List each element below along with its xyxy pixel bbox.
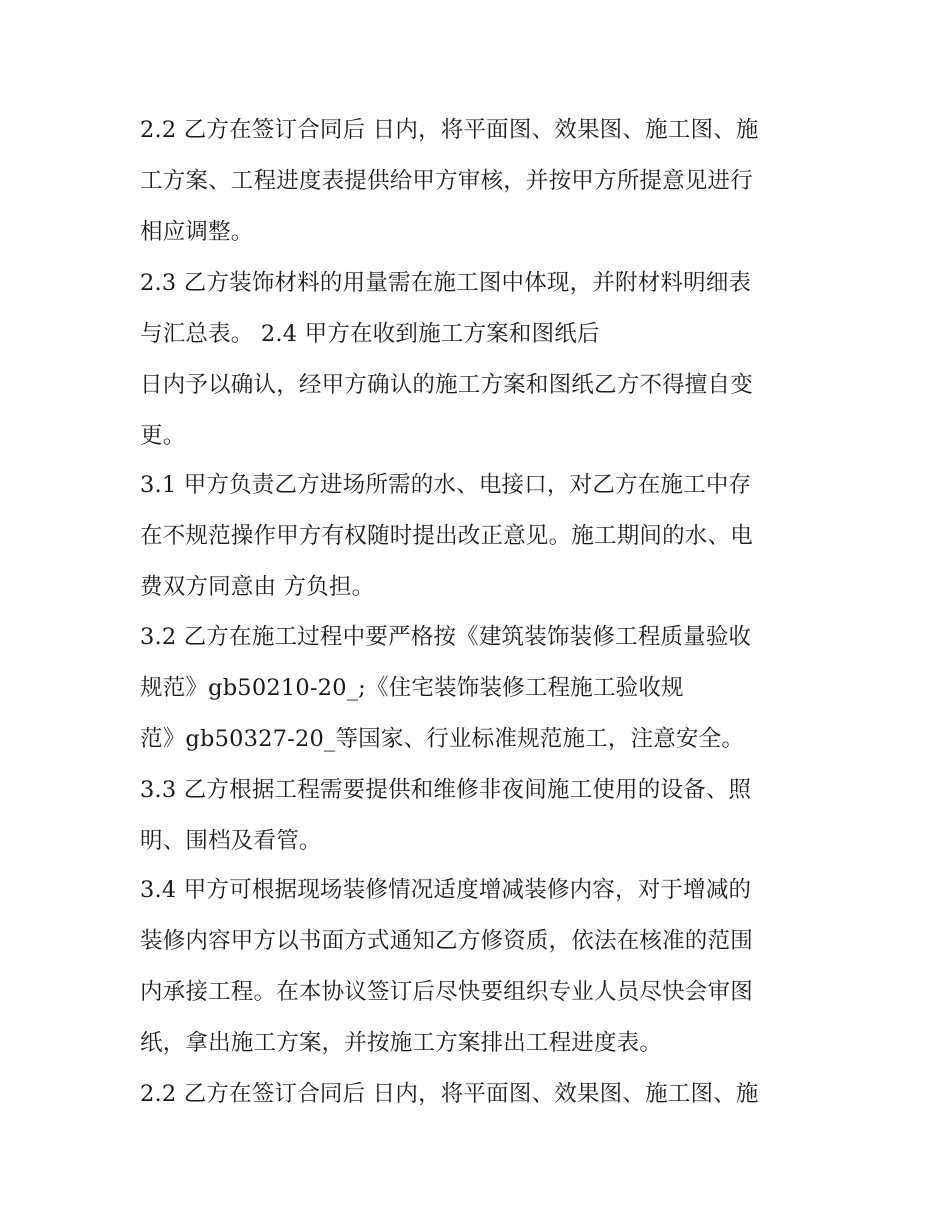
text-line: 相应调整。	[140, 219, 254, 245]
text-line: 3.1 甲方负责乙方进场所需的水、电接口，对乙方在施工中存	[140, 472, 752, 498]
text-line: 3.3 乙方根据工程需要提供和维修非夜间施工使用的设备、照	[140, 777, 752, 803]
text-line: 费双方同意由 方负担。	[140, 574, 375, 600]
text-line: 在不规范操作甲方有权随时提出改正意见。施工期间的水、电	[140, 523, 753, 549]
text-line: 日内予以确认，经甲方确认的施工方案和图纸乙方不得擅自变	[140, 372, 753, 398]
text-line: 纸，拿出施工方案，并按施工方案排出工程进度表。	[140, 1030, 663, 1056]
text-line: 3.2 乙方在施工过程中要严格按《建筑装饰装修工程质量验收	[140, 624, 752, 650]
text-line: 装修内容甲方以书面方式通知乙方修资质，依法在核准的范围	[140, 928, 753, 954]
text-line: 2.2 乙方在签订合同后 日内，将平面图、效果图、施工图、施	[140, 117, 759, 143]
text-line: 3.4 甲方可根据现场装修情况适度增减装修内容，对于增减的	[140, 877, 752, 903]
text-line: 内承接工程。在本协议签订后尽快要组织专业人员尽快会审图	[140, 979, 753, 1005]
text-line: 更。	[140, 423, 186, 449]
text-line: 明、围档及看管。	[140, 828, 322, 854]
text-line: 工方案、工程进度表提供给甲方审核，并按甲方所提意见进行	[140, 168, 753, 194]
text-line: 与汇总表。 2.4 甲方在收到施工方案和图纸后	[140, 321, 600, 347]
text-line: 2.3 乙方装饰材料的用量需在施工图中体现，并附材料明细表	[140, 270, 752, 296]
text-line: 规范》gb50210-20_;《住宅装饰装修工程施工验收规	[140, 675, 684, 701]
text-line: 范》gb50327-20_等国家、行业标准规范施工，注意安全。	[140, 726, 745, 752]
text-line: 2.2 乙方在签订合同后 日内，将平面图、效果图、施工图、施	[140, 1081, 759, 1107]
